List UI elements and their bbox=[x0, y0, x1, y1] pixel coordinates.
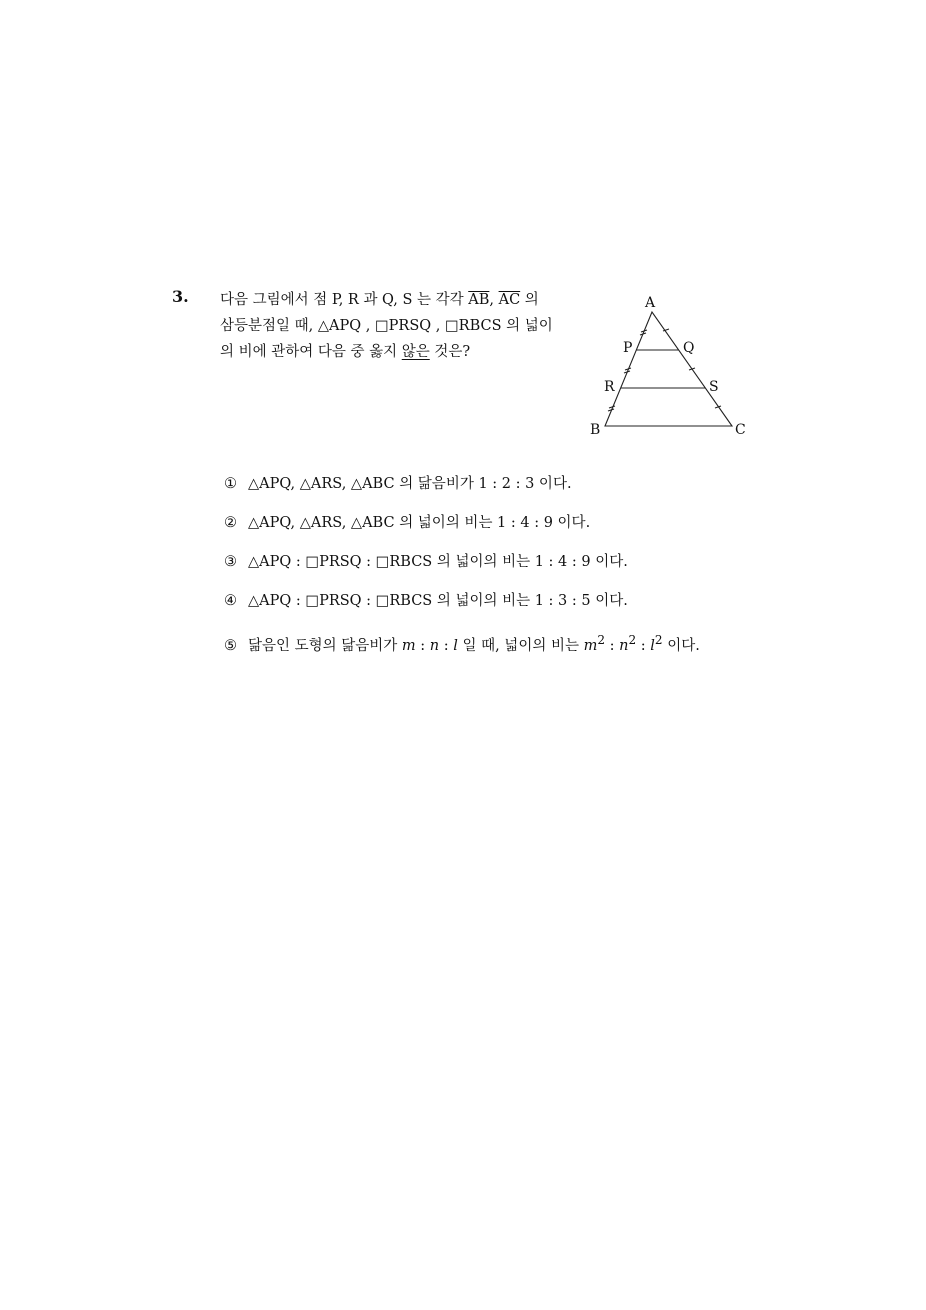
var-l: l bbox=[650, 637, 655, 654]
label-b: B bbox=[590, 422, 601, 438]
segment-ab: $\overline{AB}$ bbox=[468, 292, 490, 308]
label-c: C bbox=[735, 422, 746, 438]
stem-text: , bbox=[489, 292, 499, 308]
label-r: R bbox=[604, 379, 615, 395]
choice-1[interactable] bbox=[224, 473, 784, 512]
choice-5[interactable] bbox=[224, 629, 784, 668]
choice-number: ④ bbox=[224, 593, 237, 609]
choice-text: 이다. bbox=[662, 637, 700, 654]
colon: : bbox=[636, 637, 651, 654]
problem-number: 3. bbox=[172, 287, 189, 306]
label-p: P bbox=[623, 340, 633, 356]
choice-3[interactable] bbox=[224, 551, 784, 590]
triangle-figure bbox=[585, 292, 755, 442]
choice-text: 닮음인 도형의 닮음비가 bbox=[248, 637, 402, 654]
label-s: S bbox=[709, 379, 719, 395]
choice-number: ③ bbox=[224, 554, 237, 570]
choice-number: ② bbox=[224, 515, 237, 531]
exponent: 2 bbox=[597, 633, 606, 647]
choice-text: 일 때, 넓이의 비는 bbox=[457, 637, 584, 654]
exponent: 2 bbox=[628, 633, 637, 647]
choice-text: △APQ, △ARS, △ABC 의 넓이의 비는 1 : 4 : 9 이다. bbox=[248, 515, 591, 531]
colon: : bbox=[439, 637, 454, 654]
emphasis-not: 않은 bbox=[401, 344, 430, 360]
choice-number: ⑤ bbox=[224, 637, 237, 654]
choice-text: △APQ : □PRSQ : □RBCS 의 넓이의 비는 1 : 4 : 9 이다. bbox=[248, 554, 628, 570]
problem-stem bbox=[220, 287, 580, 365]
answer-choices bbox=[224, 473, 784, 668]
segment-ac: $\overline{AC}$ bbox=[498, 292, 521, 308]
stem-line-3 bbox=[220, 339, 580, 365]
var-n: n bbox=[429, 637, 440, 654]
colon: : bbox=[605, 637, 620, 654]
choice-4[interactable] bbox=[224, 590, 784, 629]
stem-text: 다음 그림에서 점 P, R 과 Q, S 는 각각 bbox=[220, 292, 469, 308]
exponent: 2 bbox=[654, 633, 663, 647]
stem-text: 의 비에 관하여 다음 중 옳지 bbox=[220, 344, 402, 360]
choice-text: △APQ, △ARS, △ABC 의 닮음비가 1 : 2 : 3 이다. bbox=[248, 476, 572, 492]
var-m: m bbox=[583, 637, 598, 654]
stem-text: 것은? bbox=[429, 344, 471, 360]
var-m: m bbox=[401, 637, 416, 654]
var-l: l bbox=[453, 637, 458, 654]
choice-number: ① bbox=[224, 476, 237, 492]
choice-2[interactable] bbox=[224, 512, 784, 551]
stem-line-1 bbox=[220, 287, 580, 313]
choice-text: △APQ : □PRSQ : □RBCS 의 넓이의 비는 1 : 3 : 5 이다. bbox=[248, 593, 628, 609]
colon: : bbox=[415, 637, 430, 654]
label-a: A bbox=[645, 295, 656, 311]
stem-line-2: 삼등분점일 때, △APQ , □PRSQ , □RBCS 의 넓이 bbox=[220, 318, 553, 334]
label-q: Q bbox=[683, 340, 695, 356]
stem-text: 의 bbox=[520, 292, 539, 308]
var-n: n bbox=[619, 637, 629, 654]
